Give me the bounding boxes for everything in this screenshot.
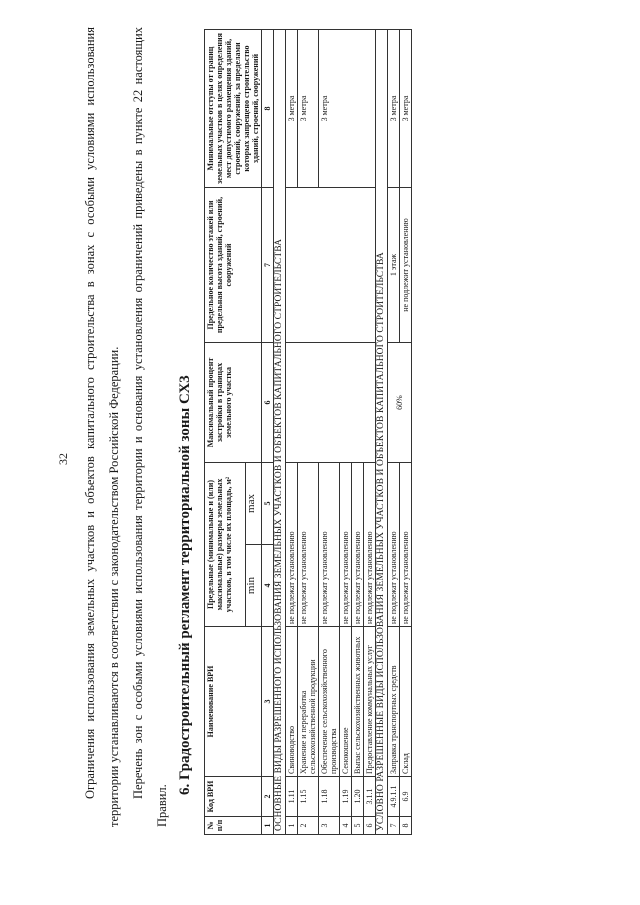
row-name: Выпас сельскохозяйственных животных — [352, 627, 364, 777]
intro-text — [78, 27, 174, 827]
row-code: 1.18 — [319, 777, 340, 817]
table-row — [388, 30, 400, 835]
row-code: 6.9 — [400, 777, 412, 817]
row-setback: 3 метра — [388, 30, 400, 188]
row-floors: 1 этаж — [388, 188, 400, 343]
column-number: 1 — [262, 817, 274, 835]
row-code: 4.9.1.1 — [388, 777, 400, 817]
section-conditional: УСЛОВНО РАЗРЕШЕННЫЕ ВИДЫ ИСПОЛЬЗОВАНИЯ ЗЕМЕЛЬНЫХ УЧАСТКОВ И ОБЪЕКТОВ КАПИТАЛЬНОГО СТРОИТЕЛЬСТВА — [376, 30, 388, 835]
row-size: не подлежат установлению — [319, 463, 340, 627]
header-name: Наименование ВРИ — [205, 627, 262, 777]
row-name: Сенокошение — [340, 627, 352, 777]
row-percent — [286, 343, 376, 463]
header-number: № п/п — [205, 817, 262, 835]
header-percent: Максимальный процент застройки в границах земельного участка — [205, 343, 262, 463]
row-floors — [286, 188, 376, 343]
section-heading: 6. Градостроительный регламент территориальной зоны СХ3 — [177, 375, 193, 795]
page-number: 32 — [56, 453, 70, 465]
row-floors: не подлежит установлению — [400, 188, 412, 343]
row-size: не подлежат установлению — [400, 463, 412, 627]
row-code: 1.20 — [352, 777, 364, 817]
header-row — [205, 30, 246, 835]
header-floors: Предельное количество этажей или предельная высота зданий, строений, сооружений — [205, 188, 262, 343]
row-name: Свиноводство — [286, 627, 298, 777]
row-setback: 3 метра — [298, 30, 319, 188]
header-size: Предельные (минимальные и (или) максимальные) размеры земельных участков, в том числе их площадь, м² — [205, 463, 246, 627]
row-size: не подлежат установлению — [298, 463, 319, 627]
row-name: Заправка транспортных средств — [388, 627, 400, 777]
column-number: 5 — [262, 463, 274, 545]
row-number: 3 — [319, 817, 340, 835]
header-code: Код ВРИ — [205, 777, 262, 817]
column-number-row — [262, 30, 274, 835]
row-number: 8 — [400, 817, 412, 835]
row-code: 1.15 — [298, 777, 319, 817]
row-name: Обеспечение сельскохозяйственного производства — [319, 627, 340, 777]
row-size: не подлежат установлению — [340, 463, 352, 627]
paragraph-zone-list: Перечень зон с особыми условиями использования территории и основания установления ограничений приведены в пункте 22 настоящих Правил. — [131, 27, 169, 827]
regulation-table — [204, 29, 412, 835]
row-name: Склад — [400, 627, 412, 777]
row-size: не подлежат установлению — [286, 463, 298, 627]
table-row — [286, 30, 298, 835]
row-code: 3.1.1 — [364, 777, 376, 817]
column-number: 3 — [262, 627, 274, 777]
row-number: 1 — [286, 817, 298, 835]
section-main: ОСНОВНЫЕ ВИДЫ РАЗРЕШЕННОГО ИСПОЛЬЗОВАНИЯ ЗЕМЕЛЬНЫХ УЧАСТКОВ И ОБЪЕКТОВ КАПИТАЛЬНОГО СТРОИТЕЛЬСТВА — [274, 30, 286, 835]
column-number: 2 — [262, 777, 274, 817]
section-row — [274, 30, 286, 835]
column-number: 4 — [262, 545, 274, 627]
row-name: Предоставление коммунальных услуг — [364, 627, 376, 777]
row-name: Хранение и переработка сельскохозяйственной продукции — [298, 627, 319, 777]
row-number: 7 — [388, 817, 400, 835]
column-number: 7 — [262, 188, 274, 343]
column-number: 8 — [262, 30, 274, 188]
row-code: 1.19 — [340, 777, 352, 817]
row-number: 4 — [340, 817, 352, 835]
row-code: 1.11 — [286, 777, 298, 817]
header-max: max — [245, 463, 261, 545]
row-size: не подлежат установлению — [352, 463, 364, 627]
row-size: не подлежат установлению — [364, 463, 376, 627]
row-number: 6 — [364, 817, 376, 835]
header-setback: Минимальные отступы от границ земельных участков в целях определения мест допустимого размещения зданий, строений, сооружений, за пределами которых запрещено строительство зданий, строений, сооружений — [205, 30, 262, 188]
column-number: 6 — [262, 343, 274, 463]
header-min: min — [245, 545, 261, 627]
row-size: не подлежат установлению — [388, 463, 400, 627]
section-row — [376, 30, 388, 835]
row-setback: 3 метра — [286, 30, 298, 188]
paragraph-restrictions: Ограничения использования земельных участков и объектов капитального строительства в зонах с особыми условиями использования территории устанавливаются в соответствии с законодательством Российской Федерации. — [83, 27, 121, 827]
row-setback: 3 метра — [400, 30, 412, 188]
row-number: 2 — [298, 817, 319, 835]
row-setback: 3 метра — [319, 30, 376, 188]
row-number: 5 — [352, 817, 364, 835]
row-percent: 60% — [388, 343, 412, 463]
